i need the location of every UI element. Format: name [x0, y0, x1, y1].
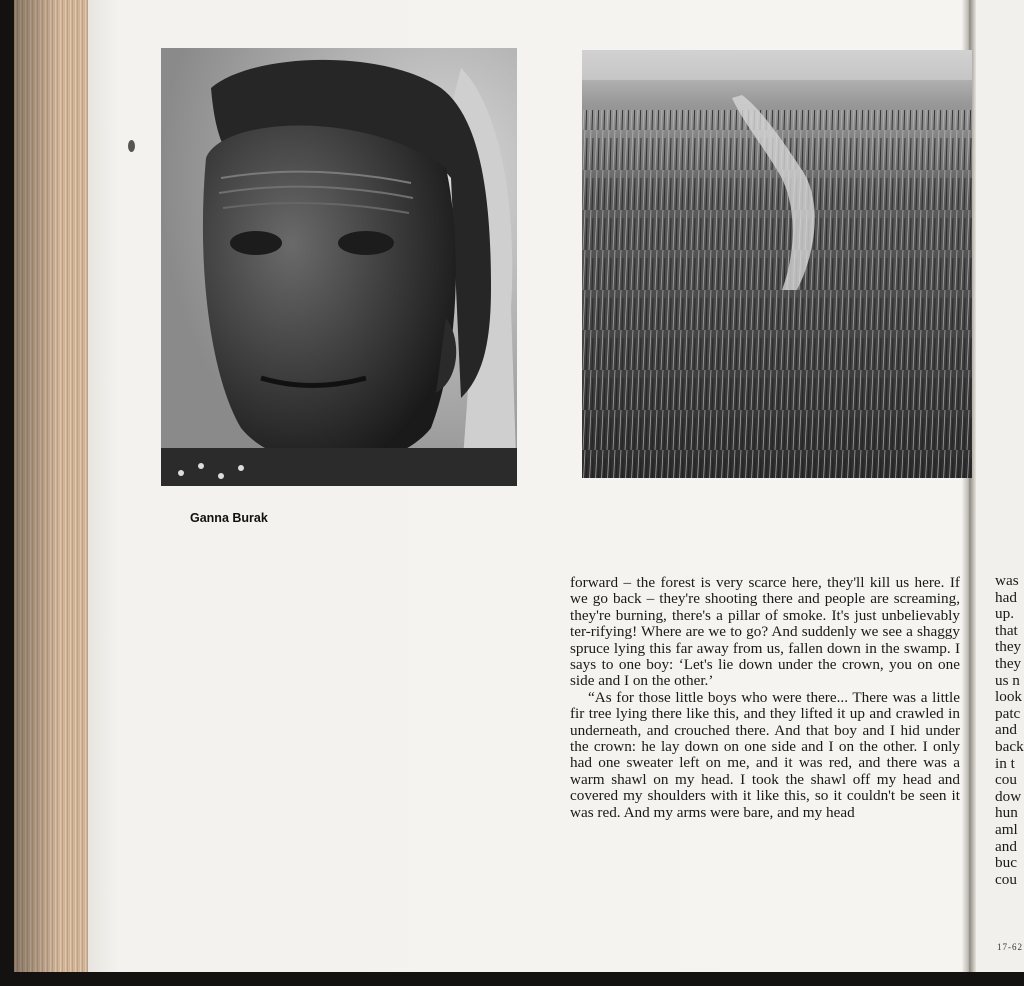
fragment-line: aml	[995, 820, 1018, 838]
fragment-line: was	[995, 573, 1019, 589]
fragment-line: hun	[995, 804, 1018, 822]
fragment-line: that	[995, 621, 1018, 639]
fragment-line: look	[995, 688, 1023, 706]
page-edges-shadow	[14, 0, 90, 972]
fragment-line: buc	[995, 854, 1017, 872]
fragment-line: back	[995, 737, 1024, 755]
fragment-line: up.	[995, 605, 1014, 623]
paragraph: “As for those little boys who were there... There was a little fir tree lying there like this, and they lifted it up and crawled in underneath, and crouched there. And that boy and I hid under the crown: he lay down on one side and I on the other. I only had one sweater left on me, and it was red, and there was a warm shawl on my head. I took the shawl off my head and covered my shoulders with it like this, so it couldn't be seen it was red. And my arms were bare, and my head	[570, 688, 960, 821]
field-photo	[582, 50, 972, 478]
next-page-text-fragment	[995, 573, 1024, 888]
fragment-line: had	[995, 588, 1017, 606]
fragment-line: and	[995, 721, 1017, 739]
fragment-line: us n	[995, 671, 1020, 689]
fragment-line: dow	[995, 787, 1022, 805]
fragment-line: cou	[995, 771, 1017, 789]
fragment-line: in t	[995, 754, 1015, 772]
fragment-line: patc	[995, 704, 1021, 722]
fragment-line: they	[995, 638, 1022, 656]
paragraph: forward – the forest is very scarce here, they'll kill us here. If we go back – they're shooting there and people are screaming, they're burning, there's a pillar of smoke. It's just unbelievably ter-rifying! Where are we to go? And suddenly we see a shaggy spruce lying this far away from us, fallen down in the swamp. I says to one boy: ‘Let's lie down under the crown, you on one side and I on the other.’	[570, 574, 960, 690]
ink-speck	[128, 140, 135, 152]
photo-caption: Ganna Burak	[190, 511, 268, 525]
fragment-line: and	[995, 837, 1017, 855]
portrait-photo	[161, 48, 517, 486]
page-signature: 17-62	[997, 942, 1023, 952]
body-text-column	[570, 575, 960, 821]
fragment-line: they	[995, 654, 1022, 672]
fragment-line: cou	[995, 870, 1017, 888]
